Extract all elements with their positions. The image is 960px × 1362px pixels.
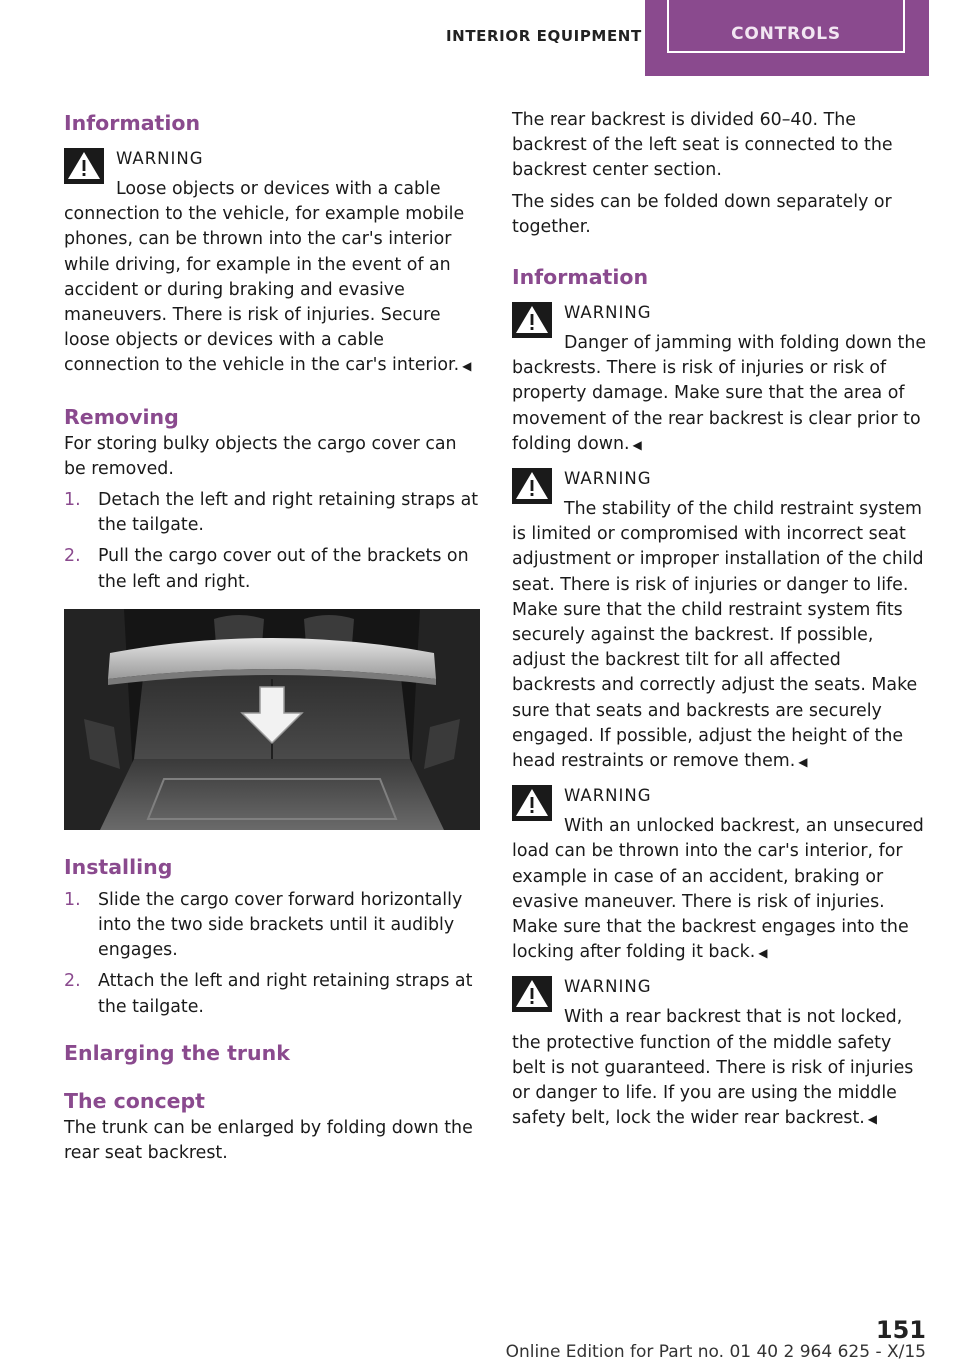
- warning-text: With an unlocked backrest, an unsecured load can be thrown into the car's interior, for example in case of an accident, braking or evasive maneuver. There is risk of injuries. Make sure that the backrest engages into the locking after folding it back. ◀: [512, 816, 924, 963]
- removing-steps: [64, 488, 482, 595]
- warning-triangle-icon: [64, 148, 104, 184]
- warning-block: [512, 464, 930, 775]
- end-mark-icon: ◀: [798, 755, 808, 770]
- removing-heading: Removing: [64, 404, 179, 429]
- list-item: 2. Attach the left and right retaining straps at the tailgate.: [64, 971, 473, 1017]
- warning-block: [512, 298, 930, 458]
- warning-block: [512, 781, 930, 966]
- removing-intro: For storing bulky objects the cargo cover can be removed.: [64, 433, 457, 479]
- warning-triangle-icon: [512, 785, 552, 821]
- chapter-tab-label: CONTROLS: [731, 24, 841, 44]
- warning-title: WARNING: [564, 303, 652, 323]
- chapter-tab-frame: [667, 0, 905, 53]
- list-item: 2. Pull the cargo cover out of the brackets on the left and right.: [64, 546, 469, 592]
- concept-heading: The concept: [64, 1088, 205, 1113]
- warning-block: [512, 972, 930, 1132]
- trunk-cargo-cover-figure: [64, 609, 480, 830]
- left-column: [64, 108, 482, 1166]
- section-title: INTERIOR EQUIPMENT: [446, 27, 642, 45]
- enlarging-trunk-heading: Enlarging the trunk: [64, 1040, 290, 1065]
- warning-text: With a rear backrest that is not locked, the protective function of the middle safety belt is not guaranteed. There is risk of injuries or danger to life. If you are using the middle safety belt, lock the wider rear backrest. ◀: [512, 1007, 914, 1129]
- installing-steps: [64, 888, 482, 1020]
- right-column: [512, 108, 930, 1133]
- information-heading: Information: [512, 265, 649, 290]
- trunk-illustration: [64, 609, 480, 830]
- fold-sides-text: The sides can be folded down separately or together.: [512, 191, 892, 237]
- chapter-tab: [645, 0, 929, 76]
- list-item: 1. Detach the left and right retaining straps at the tailgate.: [64, 490, 479, 536]
- list-item: 1. Slide the cargo cover forward horizontally into the two side brackets until it audibly engages.: [64, 889, 463, 961]
- end-mark-icon: ◀: [867, 1112, 878, 1127]
- installing-heading: Installing: [64, 854, 173, 879]
- end-mark-icon: ◀: [462, 359, 472, 374]
- warning-block: [64, 144, 482, 380]
- warning-triangle-icon: [512, 302, 552, 338]
- end-mark-icon: ◀: [758, 946, 768, 961]
- edition-text: Online Edition for Part no. 01 40 2 964 625 - X/15: [505, 1342, 926, 1362]
- page-footer: [0, 1316, 960, 1362]
- warning-text: Danger of jamming with folding down the backrests. There is risk of injuries or risk of property damage. Make sure that the area of movement of the rear backrest is clear prior to folding down. ◀: [512, 333, 927, 454]
- warning-title: WARNING: [116, 149, 204, 168]
- warning-title: WARNING: [564, 469, 652, 489]
- information-heading: Information: [64, 111, 201, 135]
- backrest-division-text: The rear backrest is divided 60–40. The backrest of the left seat is connected to the backrest center section.: [512, 110, 893, 181]
- warning-triangle-icon: [512, 976, 552, 1012]
- warning-text: The stability of the child restraint system is limited or compromised with incorrect seat adjustment or improper installation of the child seat. There is risk of injuries or danger to life. Make sure that the child restraint system fits securely against the backrest. If possible, adjust the backrest tilt for all affected backrests and correctly adjust the seats. Make sure that seats and backrests are securely engaged. If possible, adjust the height of the head restraints or remove them. ◀: [512, 499, 924, 772]
- page-number: 151: [875, 1316, 926, 1344]
- warning-triangle-icon: [512, 468, 552, 504]
- warning-title: WARNING: [564, 977, 652, 997]
- warning-title: WARNING: [564, 786, 652, 806]
- page-header: [0, 0, 960, 76]
- warning-text: Loose objects or devices with a cable connection to the vehicle, for example mobile phones, can be thrown into the car's interior while driving, for example in the event of an accident or during braking and evasive maneuvers. There is risk of injuries. Secure loose objects or devices with a cable connection to the vehicle in the car's interior. ◀: [64, 179, 472, 376]
- end-mark-icon: ◀: [632, 437, 642, 452]
- concept-text: The trunk can be enlarged by folding down the rear seat backrest.: [64, 1117, 473, 1164]
